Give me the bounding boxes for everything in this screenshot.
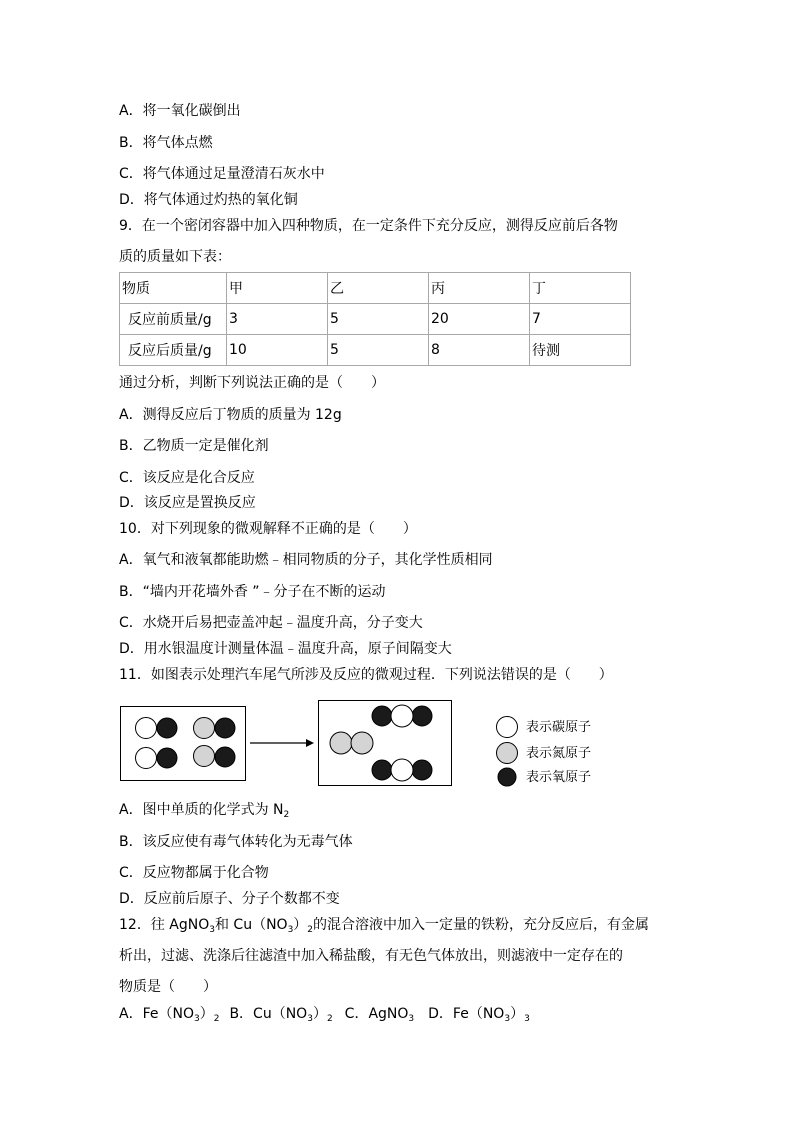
reactants-box xyxy=(120,706,246,781)
oxygen-atom xyxy=(372,760,392,780)
q9-option-b: B．乙物质一定是催化剂 xyxy=(119,438,269,454)
q12-options xyxy=(119,1004,530,1024)
table-header-cell: 乙 xyxy=(328,273,429,304)
option-text: ） xyxy=(510,1006,525,1022)
subscript: 2 xyxy=(307,925,314,935)
table-header-cell: 丁 xyxy=(530,273,631,304)
oxygen-atom xyxy=(215,747,235,767)
products-box xyxy=(318,700,452,786)
q12-text: ） xyxy=(293,917,308,933)
legend-oxygen-label: 表示氧原子 xyxy=(526,770,592,785)
legend-carbon-icon xyxy=(497,717,518,738)
nitrogen-atom xyxy=(351,732,373,754)
q9-option-c: C．该反应是化合反应 xyxy=(119,470,255,486)
legend-oxygen-icon xyxy=(498,768,516,786)
oxygen-atom xyxy=(412,760,432,780)
option-text: D．Fe（NO xyxy=(428,1006,505,1022)
table-cell: 待测 xyxy=(530,335,631,366)
q12-stem-line2: 析出，过滤、洗涤后往滤渣中加入稀盐酸，有无色气体放出，则滤液中一定存在的 xyxy=(119,948,623,964)
table-cell: 5 xyxy=(328,335,429,366)
option-text: ） xyxy=(312,1006,327,1022)
products-molecules xyxy=(319,701,451,785)
q12-option-a xyxy=(119,1006,219,1022)
q10-option-d: D．用水银温度计测量体温﹣温度升高，原子间隔变大 xyxy=(119,641,452,657)
legend-nitrogen-icon xyxy=(497,743,518,764)
q12-text: 和 Cu（NO xyxy=(214,917,288,933)
subscript: 3 xyxy=(193,1014,200,1024)
q12-option-d xyxy=(428,1006,530,1022)
q10-option-a: A．氧气和液氧都能助燃﹣相同物质的分子，其化学性质相同 xyxy=(119,552,493,568)
q11-option-a-text: A．图中单质的化学式为 N xyxy=(119,802,284,818)
carbon-atom xyxy=(136,748,157,769)
subscript: 3 xyxy=(408,1014,415,1024)
oxygen-atom xyxy=(412,706,432,726)
q8-option-a: A．将一氧化碳倒出 xyxy=(119,103,241,119)
option-text: A．Fe（NO xyxy=(119,1006,194,1022)
table-cell: 10 xyxy=(227,335,328,366)
q12-text: 12．往 AgNO xyxy=(119,917,210,933)
q9-stem-line1: 9．在一个密闭容器中加入四种物质，在一定条件下充分反应，测得反应前后各物 xyxy=(119,218,618,234)
q8-option-b: B．将气体点燃 xyxy=(119,135,213,151)
table-row xyxy=(120,304,631,335)
table-cell: 8 xyxy=(429,335,530,366)
carbon-atom xyxy=(391,759,413,781)
q10-option-b: B．“墙内开花墙外香 ”﹣分子在不断的运动 xyxy=(119,584,386,600)
nitrogen-atom xyxy=(194,746,215,767)
q8-option-d: D．将气体通过灼热的氧化铜 xyxy=(119,192,298,208)
q9-option-d: D．该反应是置换反应 xyxy=(119,495,256,511)
table-cell: 7 xyxy=(530,304,631,335)
q12-stem-line1 xyxy=(119,915,649,935)
q11-option-c: C．反应物都属于化合物 xyxy=(119,865,269,881)
q9-question: 通过分析，判断下列说法正确的是（ ） xyxy=(119,375,385,391)
nitrogen-atom xyxy=(194,718,215,739)
q12-option-c xyxy=(345,1006,414,1022)
subscript: 3 xyxy=(524,1014,530,1024)
q11-stem: 11．如图表示处理汽车尾气所涉及反应的微观过程．下列说法错误的是（ ） xyxy=(119,667,613,683)
q9-stem-line2: 质的质量如下表： xyxy=(119,249,231,265)
table-row xyxy=(120,335,631,366)
q12-option-b xyxy=(229,1006,332,1022)
reactants-molecules xyxy=(121,707,245,780)
q8-option-c: C．将气体通过足量澄清石灰水中 xyxy=(119,166,325,182)
legend-nitrogen-label: 表示氮原子 xyxy=(526,746,592,761)
table-header-row xyxy=(120,273,631,304)
q10-stem: 10．对下列现象的微观解释不正确的是（ ） xyxy=(119,521,417,537)
q12-text: 的混合溶液中加入一定量的铁粉，充分反应后，有金属 xyxy=(313,917,650,933)
carbon-atom xyxy=(391,705,413,727)
q9-option-a: A．测得反应后丁物质的质量为 12g xyxy=(119,407,342,423)
subscript: 2 xyxy=(326,1014,333,1024)
option-text: B．Cu（NO xyxy=(229,1006,308,1022)
carbon-atom xyxy=(136,718,157,739)
q11-option-b: B．该反应使有毒气体转化为无毒气体 xyxy=(119,834,353,850)
option-text: ） xyxy=(199,1006,214,1022)
q12-stem-line3: 物质是（ ） xyxy=(119,979,217,995)
oxygen-atom xyxy=(157,748,177,768)
oxygen-atom xyxy=(215,718,235,738)
reaction-arrow-icon xyxy=(248,736,316,750)
subscript: 3 xyxy=(504,1014,511,1024)
legend-carbon-label: 表示碳原子 xyxy=(526,720,592,735)
subscript: 3 xyxy=(287,925,294,935)
table-header-cell: 物质 xyxy=(120,273,227,304)
table-cell: 3 xyxy=(227,304,328,335)
q11-option-d: D．反应前后原子、分子个数都不变 xyxy=(119,891,340,907)
legend-atoms xyxy=(495,716,521,788)
subscript: 2 xyxy=(213,1014,220,1024)
q11-option-a xyxy=(119,800,289,820)
mass-table xyxy=(119,272,631,366)
oxygen-atom xyxy=(157,718,177,738)
table-cell: 反应前质量/g xyxy=(120,304,227,335)
table-header-cell: 甲 xyxy=(227,273,328,304)
q10-option-c: C．水烧开后易把壶盖冲起﹣温度升高，分子变大 xyxy=(119,615,423,631)
table-cell: 5 xyxy=(328,304,429,335)
oxygen-atom xyxy=(372,706,392,726)
table-cell: 反应后质量/g xyxy=(120,335,227,366)
option-text: C．AgNO xyxy=(344,1006,409,1022)
table-header-cell: 丙 xyxy=(429,273,530,304)
subscript: 3 xyxy=(209,925,215,935)
table-cell: 20 xyxy=(429,304,530,335)
subscript: 2 xyxy=(283,810,290,820)
nitrogen-atom xyxy=(330,732,352,754)
subscript: 3 xyxy=(307,1014,313,1024)
